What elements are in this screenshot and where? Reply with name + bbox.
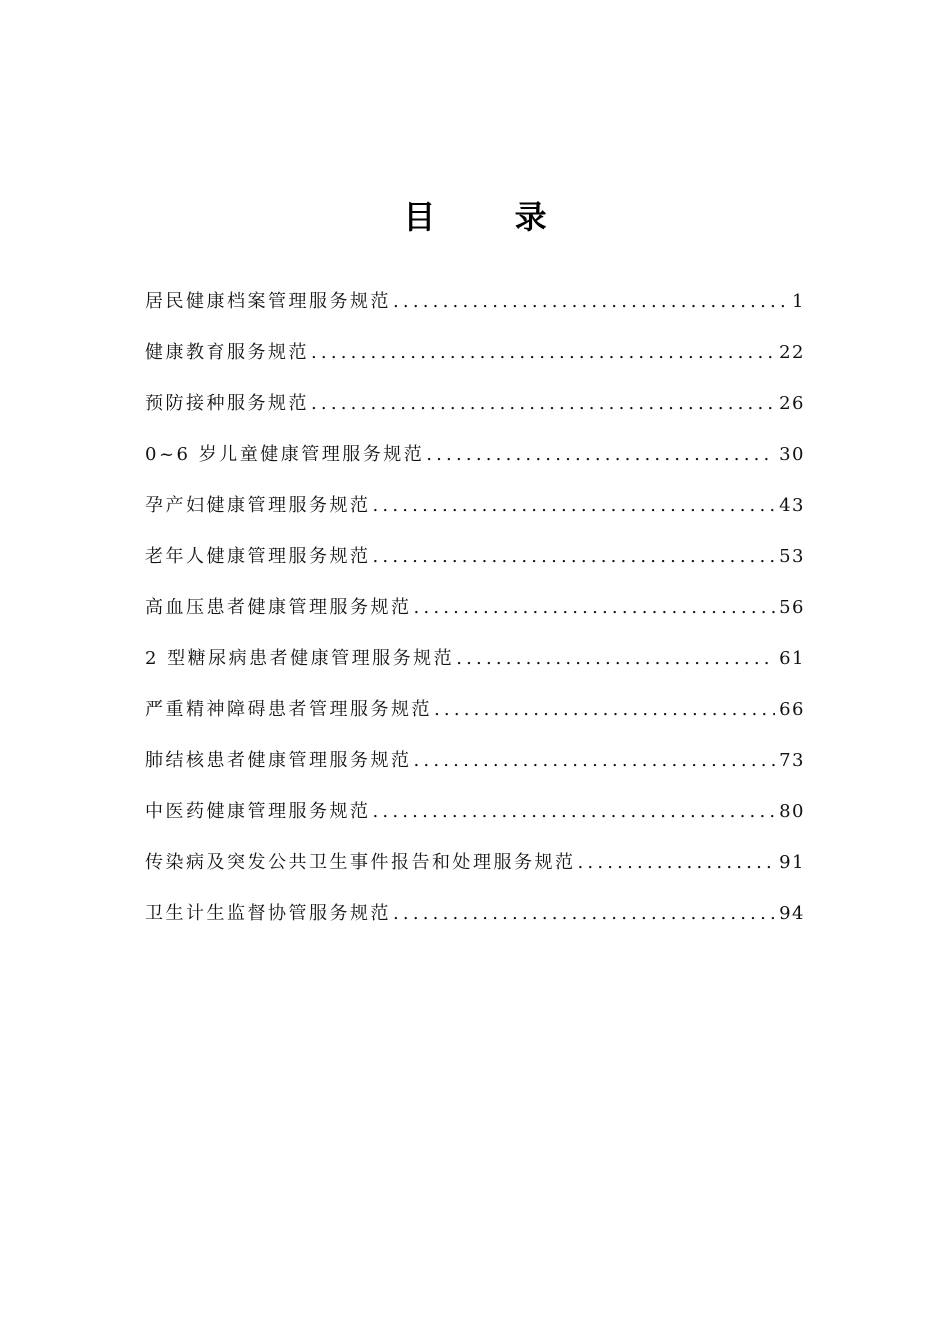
toc-dot-leader bbox=[373, 535, 776, 579]
toc-list bbox=[145, 280, 805, 943]
toc-entry-page: 94 bbox=[779, 903, 805, 924]
toc-entry[interactable] bbox=[145, 535, 805, 586]
toc-entry-page: 61 bbox=[779, 648, 805, 669]
toc-entry-page: 1 bbox=[792, 291, 805, 312]
toc-entry-title: 居民健康档案管理服务规范 bbox=[145, 291, 391, 312]
toc-entry-title: 高血压患者健康管理服务规范 bbox=[145, 597, 412, 618]
toc-entry-title: 预防接种服务规范 bbox=[145, 393, 309, 414]
toc-dot-leader bbox=[311, 382, 775, 426]
toc-entry[interactable] bbox=[145, 892, 805, 943]
toc-dot-leader bbox=[393, 280, 788, 324]
toc-dot-leader bbox=[311, 331, 775, 375]
toc-entry[interactable] bbox=[145, 331, 805, 382]
toc-entry-page: 22 bbox=[779, 342, 805, 363]
toc-entry[interactable] bbox=[145, 433, 805, 484]
toc-entry-page: 91 bbox=[779, 852, 805, 873]
toc-entry-title: 2 型糖尿病患者健康管理服务规范 bbox=[145, 648, 455, 669]
toc-entry-title: 0~6 岁儿童健康管理服务规范 bbox=[145, 444, 425, 465]
toc-dot-leader bbox=[373, 484, 776, 528]
toc-dot-leader bbox=[414, 586, 776, 630]
toc-dot-leader bbox=[434, 688, 775, 732]
toc-entry-page: 80 bbox=[779, 801, 805, 822]
toc-entry-title: 孕产妇健康管理服务规范 bbox=[145, 495, 371, 516]
toc-entry-title: 老年人健康管理服务规范 bbox=[145, 546, 371, 567]
toc-entry-page: 43 bbox=[779, 495, 805, 516]
toc-entry-title: 卫生计生监督协管服务规范 bbox=[145, 903, 391, 924]
toc-entry[interactable] bbox=[145, 586, 805, 637]
toc-dot-leader bbox=[426, 433, 775, 477]
toc-dot-leader bbox=[393, 892, 775, 936]
toc-dot-leader bbox=[578, 841, 776, 885]
toc-entry-title: 中医药健康管理服务规范 bbox=[145, 801, 371, 822]
toc-dot-leader bbox=[414, 739, 776, 783]
toc-entry-title: 肺结核患者健康管理服务规范 bbox=[145, 750, 412, 771]
toc-entry-page: 73 bbox=[779, 750, 805, 771]
toc-entry-page: 66 bbox=[779, 699, 805, 720]
toc-entry[interactable] bbox=[145, 637, 805, 688]
toc-entry[interactable] bbox=[145, 382, 805, 433]
toc-entry-title: 传染病及突发公共卫生事件报告和处理服务规范 bbox=[145, 852, 576, 873]
toc-title: 目 录 bbox=[403, 198, 581, 236]
toc-entry-title: 健康教育服务规范 bbox=[145, 342, 309, 363]
toc-entry-page: 30 bbox=[779, 444, 805, 465]
toc-entry-page: 56 bbox=[779, 597, 805, 618]
toc-entry-page: 53 bbox=[779, 546, 805, 567]
toc-entry[interactable] bbox=[145, 739, 805, 790]
toc-entry-title: 严重精神障碍患者管理服务规范 bbox=[145, 699, 432, 720]
toc-dot-leader bbox=[373, 790, 776, 834]
toc-entry[interactable] bbox=[145, 688, 805, 739]
toc-entry[interactable] bbox=[145, 484, 805, 535]
toc-entry[interactable] bbox=[145, 280, 805, 331]
toc-entry[interactable] bbox=[145, 790, 805, 841]
toc-entry-page: 26 bbox=[779, 393, 805, 414]
toc-dot-leader bbox=[456, 637, 775, 681]
toc-entry[interactable] bbox=[145, 841, 805, 892]
